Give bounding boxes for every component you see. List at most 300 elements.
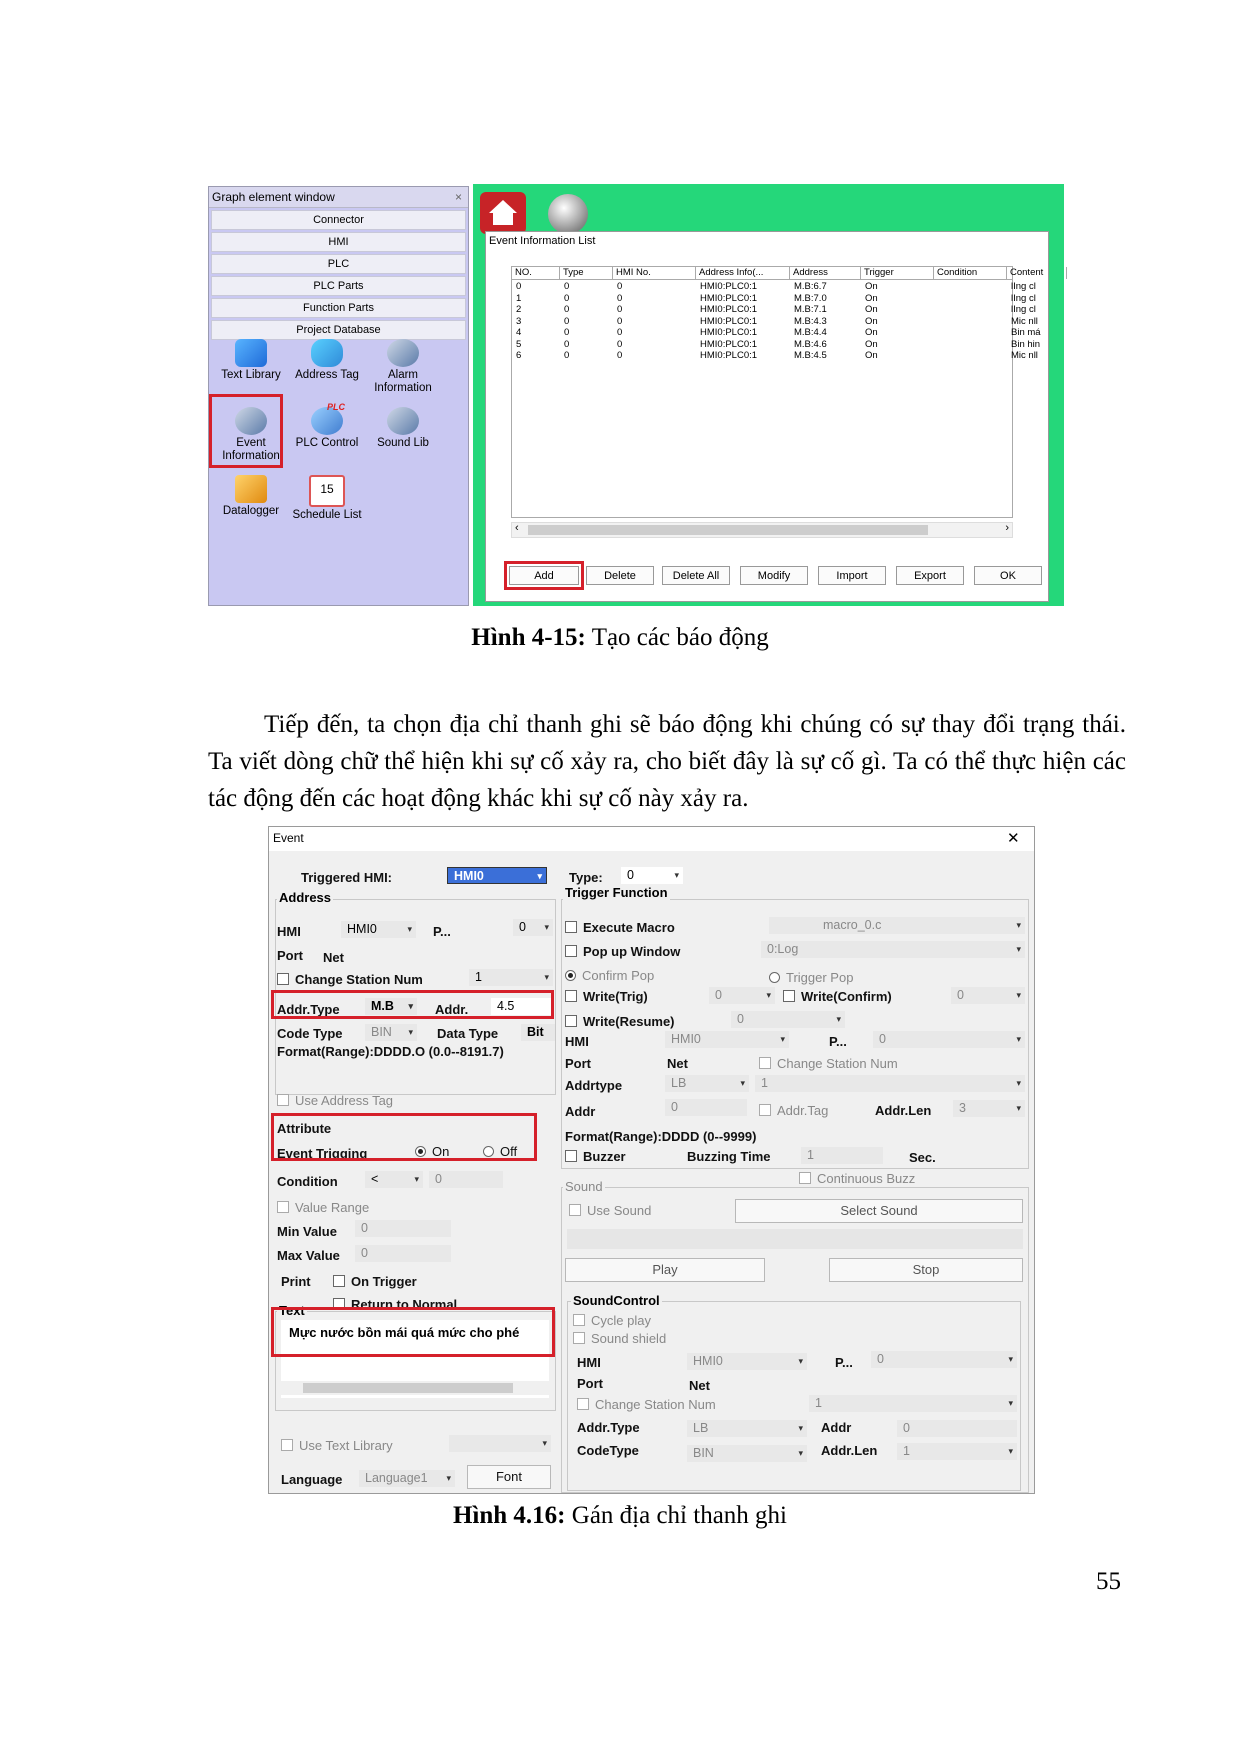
checkbox-icon [565,990,577,1002]
table-cell: On [865,292,878,304]
address-group-label: Address [279,890,332,905]
table-cell: 5 [516,338,522,350]
close-icon[interactable]: ✕ [1007,830,1020,847]
plc-control-label: PLC Control [295,437,359,449]
table-cell: 0 [564,292,570,304]
checkbox-icon [759,1057,771,1069]
caption2-label: Hình 4.16: [452,1502,566,1529]
trigger-p-value: 0 [879,1032,886,1046]
port-label: Port [277,948,303,963]
triggered-hmi-value: HMI0 [454,869,484,883]
chevron-down-icon: ▾ [544,922,549,932]
chevron-down-icon: ▾ [740,1078,745,1088]
table-cell: HMI0:PLC0:1 [700,281,758,292]
sound-shield-checkbox[interactable] [573,1331,666,1346]
write-trig-label: Write(Trig) [583,989,648,1004]
chevron-down-icon: ▾ [1016,920,1021,930]
chevron-down-icon: ▾ [544,972,549,982]
home-icon[interactable] [480,192,526,234]
address-p-value: 0 [519,920,526,934]
sound-p-value: 0 [877,1352,884,1366]
language-select[interactable] [359,1470,455,1487]
condition-select[interactable] [365,1171,423,1188]
buzzer-label: Buzzer [583,1149,626,1164]
scroll-thumb[interactable] [303,1383,513,1393]
table-cell: On [865,327,878,338]
table-cell: M.B:4.6 [794,338,827,350]
confirm-pop-label: Confirm Pop [582,968,655,983]
type-label: Type: [569,870,603,885]
on-trigger-checkbox[interactable] [333,1274,417,1289]
chevron-down-icon: ▾ [1016,1034,1021,1044]
table-cell: On [865,350,878,361]
event-information-label: Event Information [222,437,280,462]
sound-group-label: Sound [565,1179,603,1194]
sound-addr-type-label: Addr.Type [577,1420,640,1435]
chevron-down-icon: ▾ [766,990,771,1000]
trigger-addr-input[interactable] [665,1099,747,1116]
checkbox-icon [277,1201,289,1213]
table-cell: lIng cl [1011,304,1036,315]
highlight-addr-type [271,990,554,1019]
write-resume-value: 0 [737,1012,744,1026]
addrtype-value: LB [671,1076,687,1090]
trigger-addr-label: Addr [565,1104,596,1119]
addr-len-select[interactable] [953,1100,1025,1117]
workspace-background [473,184,1064,606]
text-library-icon [235,339,267,367]
sound-name-field[interactable] [567,1229,1023,1249]
triggered-hmi-label: Triggered HMI: [301,870,393,885]
sound-change-station-checkbox[interactable] [577,1397,716,1412]
use-sound-checkbox[interactable] [569,1203,651,1218]
trigger-port-value: Net [667,1056,688,1071]
highlight-text [271,1307,555,1357]
max-value: 0 [361,1246,368,1260]
font-button[interactable]: Font [467,1465,551,1489]
globe-icon[interactable] [548,194,588,234]
addr-tag-checkbox[interactable] [759,1103,828,1118]
trigger-addr-value: 0 [671,1100,678,1114]
p-label: P... [433,924,451,939]
sound-port-label: Port [577,1376,603,1391]
trigger-hmi-label: HMI [565,1034,589,1049]
sound-station-select[interactable] [809,1395,1017,1412]
col-type[interactable]: Type [560,267,613,279]
use-address-tag-label: Use Address Tag [295,1093,394,1108]
category-function-parts[interactable]: Function Parts [211,298,466,318]
graph-element-window [208,186,469,606]
sound-code-type-label: CodeType [577,1443,639,1458]
table-cell: On [865,338,878,350]
table-cell: HMI0:PLC0:1 [700,304,758,315]
triggered-hmi-select[interactable] [447,867,547,884]
caption-figure-4-16 [0,1502,1240,1530]
gew-titlebar [209,187,468,208]
value-range-checkbox[interactable] [277,1200,369,1215]
max-value-label: Max Value [277,1248,340,1263]
station-num-select[interactable] [469,969,553,986]
caption2-text: Gán địa chỉ thanh ghi [565,1502,787,1529]
checkbox-icon [573,1314,585,1326]
horizontal-scrollbar[interactable] [511,522,1013,538]
address-tag-item[interactable] [289,339,365,382]
chevron-down-icon: ▾ [1016,1103,1021,1113]
scroll-thumb[interactable] [528,525,928,535]
on-trigger-label: On Trigger [351,1274,417,1289]
write-resume-select[interactable] [731,1011,845,1028]
address-hmi-select[interactable] [341,921,416,938]
buzzing-time-value: 1 [807,1148,814,1162]
addrtype-label: Addrtype [565,1078,623,1093]
table-cell: 0 [564,281,570,292]
table-cell: Mic nll [1011,315,1038,327]
write-resume-label: Write(Resume) [583,1014,675,1029]
event-text-input[interactable]: Mực nước bồn mái quá mức cho phé [281,1320,549,1346]
sound-p-select[interactable] [871,1351,1017,1368]
sound-port-value: Net [689,1378,710,1393]
sound-hmi-label: HMI [577,1355,601,1370]
confirm-pop-radio[interactable] [565,968,654,983]
sound-addr-input[interactable] [897,1420,1017,1437]
table-cell: M.B:4.3 [794,315,827,327]
condition-input[interactable] [429,1171,503,1188]
category-connector[interactable]: Connector [211,210,466,230]
type-value: 0 [627,868,634,882]
table-cell: M.B:4.5 [794,350,827,361]
condition-value: < [371,1172,379,1186]
language-value: Language1 [365,1471,428,1485]
table-cell: On [865,315,878,327]
buzzer-checkbox[interactable] [565,1149,626,1164]
addrtype-select[interactable] [665,1075,749,1092]
export-button[interactable]: Export [896,566,964,585]
table-cell: HMI0:PLC0:1 [700,315,758,327]
popup-select[interactable] [761,941,1025,958]
alarm-information-label: Alarm Information [374,369,432,394]
min-value-label: Min Value [277,1224,337,1239]
alarm-information-item[interactable] [365,339,441,395]
trigger-format: Format(Range):DDDD (0--9999) [565,1129,757,1144]
checkbox-icon [573,1332,585,1344]
checkbox-icon [565,1015,577,1027]
col-hmi-no[interactable]: HMI No. [613,267,696,279]
sound-lib-label: Sound Lib [377,437,429,449]
category-plc[interactable]: PLC [211,254,466,274]
checkbox-icon [783,990,795,1002]
chevron-down-icon: ▾ [780,1034,785,1044]
table-cell: lIng cl [1011,292,1036,304]
trigger-p-select[interactable] [873,1031,1025,1048]
text-library-select[interactable] [449,1435,551,1452]
text-group-label: Text [279,1303,305,1318]
chevron-down-icon: ▾ [1016,990,1021,1000]
trigger-p-label: P... [829,1034,847,1049]
checkbox-icon [281,1439,293,1451]
write-trig-checkbox[interactable] [565,989,648,1004]
code-type-label: Code Type [277,1026,343,1041]
col-trigger[interactable]: Trigger [861,267,934,279]
table-cell: 0 [617,338,623,350]
change-station-checkbox[interactable] [277,972,423,987]
datalogger-item[interactable] [213,475,289,518]
table-cell: On [865,304,878,315]
event-table[interactable] [511,266,1044,518]
category-project-database[interactable]: Project Database [211,320,466,340]
continuous-buzz-label: Continuous Buzz [817,1171,916,1186]
continuous-buzz-checkbox[interactable] [799,1171,915,1186]
close-icon[interactable]: × [454,190,462,204]
popup-value: 0:Log [767,942,799,956]
table-cell: 0 [564,338,570,350]
table-cell: 4 [516,327,522,338]
col-no[interactable]: NO. [512,267,560,279]
category-plc-parts[interactable]: PLC Parts [211,276,466,296]
import-button[interactable]: Import [818,566,886,585]
type-select[interactable] [621,867,683,884]
chevron-down-icon: ▾ [408,1027,413,1037]
execute-macro-label: Execute Macro [583,920,675,935]
return-normal-label: Return to Normal [351,1297,458,1312]
sound-hmi-value: HMI0 [693,1354,723,1368]
sound-code-type-value: BIN [693,1446,714,1460]
chevron-down-icon: ▾ [414,1174,419,1184]
sound-code-type-select[interactable] [687,1445,807,1462]
col-content[interactable]: Content [1007,267,1067,279]
table-cell: HMI0:PLC0:1 [700,338,758,350]
condition-num: 0 [435,1172,442,1186]
modify-button[interactable]: Modify [740,566,808,585]
value-range-label: Value Range [295,1200,370,1215]
write-resume-checkbox[interactable] [565,1014,675,1029]
trigger-hmi-select[interactable] [665,1031,789,1048]
min-value: 0 [361,1221,368,1235]
data-type-select[interactable] [521,1024,555,1041]
caption-figure-4-15 [0,624,1240,652]
trigger-hmi-value: HMI0 [671,1032,701,1046]
write-confirm-label: Write(Confirm) [801,989,892,1004]
checkbox-icon [565,921,577,933]
change-station-label: Change Station Num [295,972,423,987]
schedule-list-item[interactable] [289,475,365,522]
trigger-change-station-label: Change Station Num [777,1056,898,1071]
caption1-label: Hình 4-15: [471,624,586,651]
table-cell: 0 [617,350,623,361]
buzzing-time-input[interactable] [801,1147,883,1164]
checkbox-icon [569,1204,581,1216]
chevron-down-icon: ▾ [446,1473,451,1483]
add-button[interactable]: Add [509,566,579,585]
category-hmi[interactable]: HMI [211,232,466,252]
execute-macro-checkbox[interactable] [565,920,675,935]
table-cell: 0 [617,315,623,327]
checkbox-icon [277,973,289,985]
cycle-play-label: Cycle play [591,1313,651,1328]
data-type-value: Bit [527,1025,544,1039]
ok-button[interactable]: OK [974,566,1042,585]
sound-addr-type-value: LB [693,1421,709,1435]
table-cell: 0 [564,327,570,338]
sound-addr-len-value: 1 [903,1444,910,1458]
table-cell: 2 [516,304,522,315]
table-cell: M.B:6.7 [794,281,827,292]
chevron-down-icon: ▾ [408,1001,413,1011]
table-cell: 0 [564,304,570,315]
table-header [512,267,1044,280]
delete-button[interactable]: Delete [586,566,654,585]
highlight-event-information [209,394,283,468]
trigger-pop-radio[interactable] [769,970,853,985]
code-type-value: BIN [371,1025,392,1039]
dialog-titlebar [269,827,1034,851]
trigger-function-label: Trigger Function [565,885,668,900]
macro-value: macro_0.c [823,918,882,932]
page-number: 55 [1096,1568,1121,1595]
col-address[interactable]: Address [790,267,861,279]
highlight-add-button [504,561,584,590]
chevron-down-icon: ▾ [798,1423,803,1433]
table-cell: Bin hin [1011,338,1041,350]
table-cell: 0 [617,304,623,315]
data-type-label: Data Type [437,1026,499,1041]
chevron-down-icon: ▾ [537,871,542,881]
checkbox-icon [565,1150,577,1162]
language-label: Language [281,1472,343,1487]
sound-addr-type-select[interactable] [687,1420,807,1437]
table-cell: 0 [617,292,623,304]
caption1-text: Tạo các báo động [585,624,769,651]
addr-type-label: Addr.Type [277,1002,340,1017]
table-cell: M.B:7.1 [794,304,827,315]
trigging-on-label: On [432,1144,450,1159]
checkbox-icon [277,1094,289,1106]
use-sound-label: Use Sound [587,1203,652,1218]
write-confirm-checkbox[interactable] [783,989,892,1004]
table-cell: M.B:7.0 [794,292,827,304]
stop-button[interactable]: Stop [829,1258,1023,1282]
table-cell: M.B:4.4 [794,327,827,338]
print-label: Print [281,1274,311,1289]
alarm-information-icon [387,339,419,367]
addrtype-num-select[interactable] [755,1075,1025,1092]
sound-station-value: 1 [815,1396,822,1410]
min-value-input[interactable] [355,1220,451,1237]
popup-window-checkbox[interactable] [565,944,680,959]
event-trigging-label: Event Trigging [277,1146,368,1161]
table-cell: HMI0:PLC0:1 [700,327,758,338]
table-cell: 0 [617,281,623,292]
plc-control-item[interactable] [289,402,365,450]
port-value: Net [323,950,344,965]
hmi-label: HMI [277,924,301,939]
table-cell: Mic nll [1011,350,1038,361]
buzzing-time-label: Buzzing Time [687,1149,771,1164]
plc-badge: PLC [327,402,345,412]
table-cell: 0 [564,350,570,361]
sound-lib-item[interactable] [365,407,441,450]
addr-len-label: Addr.Len [875,1103,932,1118]
trigger-pop-label: Trigger Pop [786,970,854,985]
trigging-off-label: Off [500,1144,518,1159]
table-cell: HMI0:PLC0:1 [700,350,758,361]
highlight-attribute [271,1113,537,1161]
table-cell: Bin má [1011,327,1041,338]
write-confirm-select[interactable] [951,987,1025,1004]
address-tag-icon [311,339,343,367]
addrtype-num: 1 [761,1076,768,1090]
col-address-info[interactable]: Address Info(... [696,267,790,279]
table-cell: 3 [516,315,522,327]
sound-control-label: SoundControl [573,1293,660,1308]
address-hmi-value: HMI0 [347,922,377,936]
select-sound-button[interactable]: Select Sound [735,1199,1023,1223]
sound-addr-value: 0 [903,1421,910,1435]
datalogger-icon [235,475,267,503]
sound-hmi-select[interactable] [687,1353,807,1370]
checkbox-icon [577,1398,589,1410]
col-condition[interactable]: Condition [934,267,1007,279]
text-hscrollbar[interactable] [281,1381,549,1395]
addr-tag-label: Addr.Tag [777,1103,829,1118]
chevron-down-icon: ▾ [836,1014,841,1024]
body-paragraph: Tiếp đến, ta chọn địa chỉ thanh ghi sẽ báo động khi chúng có sự thay đổi trạng thái. Ta viết dòng chữ thể hiện khi sự cố xảy ra, cho biết đây là sự cố gì. Ta có thể thực hiện các tác động đến các hoạt động khác khi sự cố này xảy ra. [208,711,1126,812]
macro-select[interactable] [769,917,1025,934]
addr-len-value: 3 [959,1101,966,1115]
sound-lib-icon [387,407,419,435]
chevron-down-icon: ▾ [1008,1446,1013,1456]
table-cell: 0 [516,281,522,292]
schedule-list-label: Schedule List [292,509,362,521]
address-tag-label: Address Tag [295,369,359,381]
write-trig-select[interactable] [709,987,775,1004]
max-value-input[interactable] [355,1245,451,1262]
address-p-select[interactable] [513,919,553,936]
addr-type-value: M.B [371,999,394,1013]
chevron-down-icon: ▾ [1016,944,1021,954]
chevron-down-icon: ▾ [1008,1354,1013,1364]
figure-4-15 [208,178,1064,606]
play-button[interactable]: Play [565,1258,765,1282]
sound-change-station-label: Change Station Num [595,1397,716,1412]
use-address-tag-checkbox[interactable] [277,1093,393,1108]
checkbox-icon [333,1275,345,1287]
address-format: Format(Range):DDDD.O (0.0--8191.7) [277,1044,504,1059]
scroll-right-icon[interactable]: › [1005,522,1009,534]
table-cell: 6 [516,350,522,361]
scroll-left-icon[interactable]: ‹ [515,522,519,534]
text-library-item[interactable] [213,339,289,382]
table-cell: 0 [617,327,623,338]
cycle-play-checkbox[interactable] [573,1313,651,1328]
event-list-title: Event Information List [489,235,596,247]
delete-all-button[interactable]: Delete All [662,566,730,585]
checkbox-icon [565,945,577,957]
text-library-label: Text Library [221,369,281,381]
table-cell: 0 [564,315,570,327]
sound-addr-len-label: Addr.Len [821,1443,878,1458]
chevron-down-icon: ▾ [407,924,412,934]
chevron-down-icon: ▾ [1008,1398,1013,1408]
code-type-select[interactable] [365,1024,417,1041]
trigger-change-station-checkbox[interactable] [759,1056,898,1071]
sound-addr-len-select[interactable] [897,1443,1017,1460]
use-text-library-checkbox[interactable] [281,1438,393,1453]
table-cell: 1 [516,292,522,304]
chevron-down-icon: ▾ [1016,1078,1021,1088]
table-cell: lIng cl [1011,281,1036,292]
chevron-down-icon: ▾ [674,870,679,880]
chevron-down-icon: ▾ [798,1356,803,1366]
